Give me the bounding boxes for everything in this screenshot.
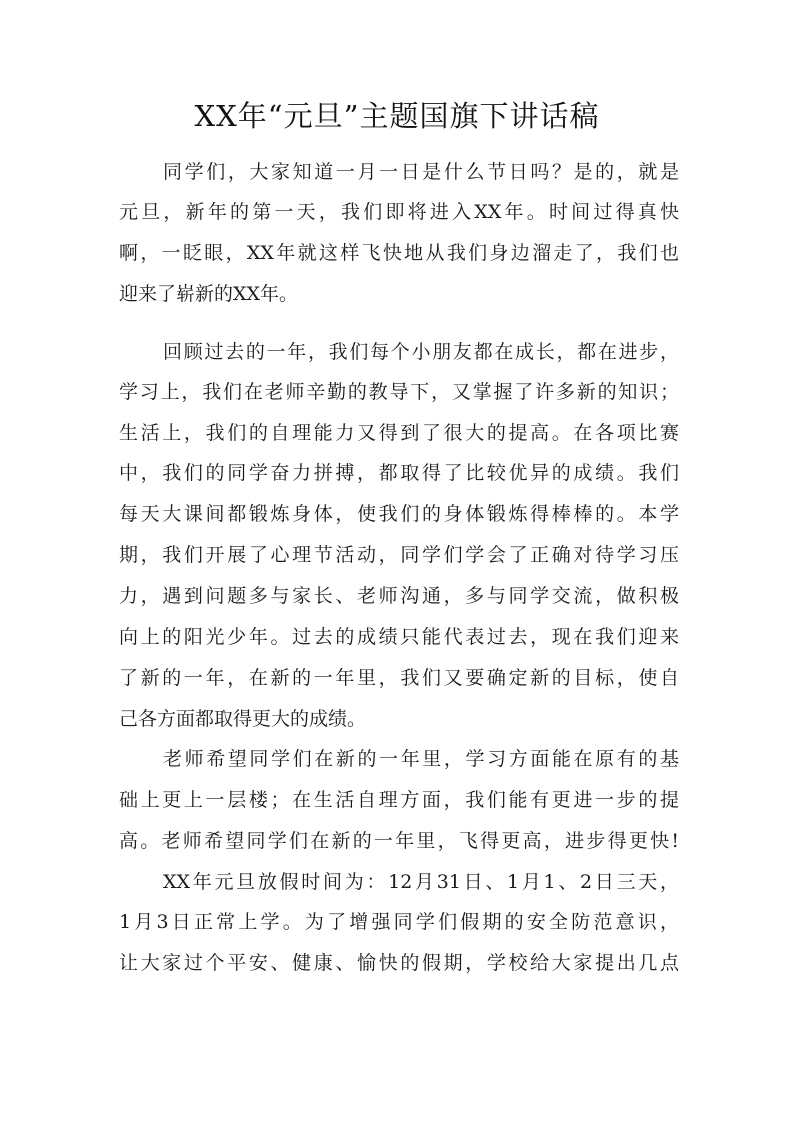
paragraph-2-line-7: 力，遇到问题多与家长、老师沟通，多与同学交流，做积极	[119, 585, 679, 607]
paragraph-2-line-3: 生活上，我们的自理能力又得到了很大的提高。在各项比赛	[119, 422, 679, 444]
document-title: XX年“元旦”主题国旗下讲话稿	[194, 99, 600, 133]
paragraph-3-line-1: 老师希望同学们在新的一年里，学习方面能在原有的基	[163, 748, 679, 770]
paragraph-2-line-8: 向上的阳光少年。过去的成绩只能代表过去，现在我们迎来	[119, 626, 679, 648]
paragraph-4-line-3: 让大家过个平安、健康、愉快的假期，学校给大家提出几点	[119, 952, 679, 974]
paragraph-2-line-6: 期，我们开展了心理节活动，同学们学会了正确对待学习压	[119, 544, 679, 566]
paragraph-1-line-1: 同学们，大家知道一月一日是什么节日吗？是的，就是	[163, 161, 679, 183]
paragraph-4-line-1: XX年元旦放假时间为：12月31日、1月1、2日三天，	[163, 871, 679, 893]
paragraph-1-line-2: 元旦，新年的第一天，我们即将进入XX年。时间过得真快	[119, 201, 679, 223]
paragraph-2-line-9: 了新的一年，在新的一年里，我们又要确定新的目标，使自	[119, 667, 679, 689]
paragraph-4-line-2: 1月3日正常上学。为了增强同学们假期的安全防范意识，	[119, 911, 679, 933]
paragraph-2-line-1: 回顾过去的一年，我们每个小朋友都在成长，都在进步，	[163, 341, 679, 363]
paragraph-3-line-2: 础上更上一层楼；在生活自理方面，我们能有更进一步的提	[119, 789, 679, 811]
paragraph-1-line-4: 迎来了崭新的XX年。	[119, 283, 299, 305]
paragraph-2-line-10: 己各方面都取得更大的成绩。	[119, 708, 367, 730]
paragraph-1-line-3: 啊，一眨眼，XX年就这样飞快地从我们身边溜走了，我们也	[119, 242, 679, 264]
paragraph-3-line-3: 高。老师希望同学们在新的一年里，飞得更高，进步得更快!	[119, 830, 679, 852]
paragraph-2-line-5: 每天大课间都锻炼身体，使我们的身体锻炼得棒棒的。本学	[119, 503, 679, 525]
paragraph-2-line-4: 中，我们的同学奋力拼搏，都取得了比较优异的成绩。我们	[119, 462, 679, 484]
paragraph-2-line-2: 学习上，我们在老师辛勤的教导下，又掌握了许多新的知识；	[119, 381, 679, 403]
